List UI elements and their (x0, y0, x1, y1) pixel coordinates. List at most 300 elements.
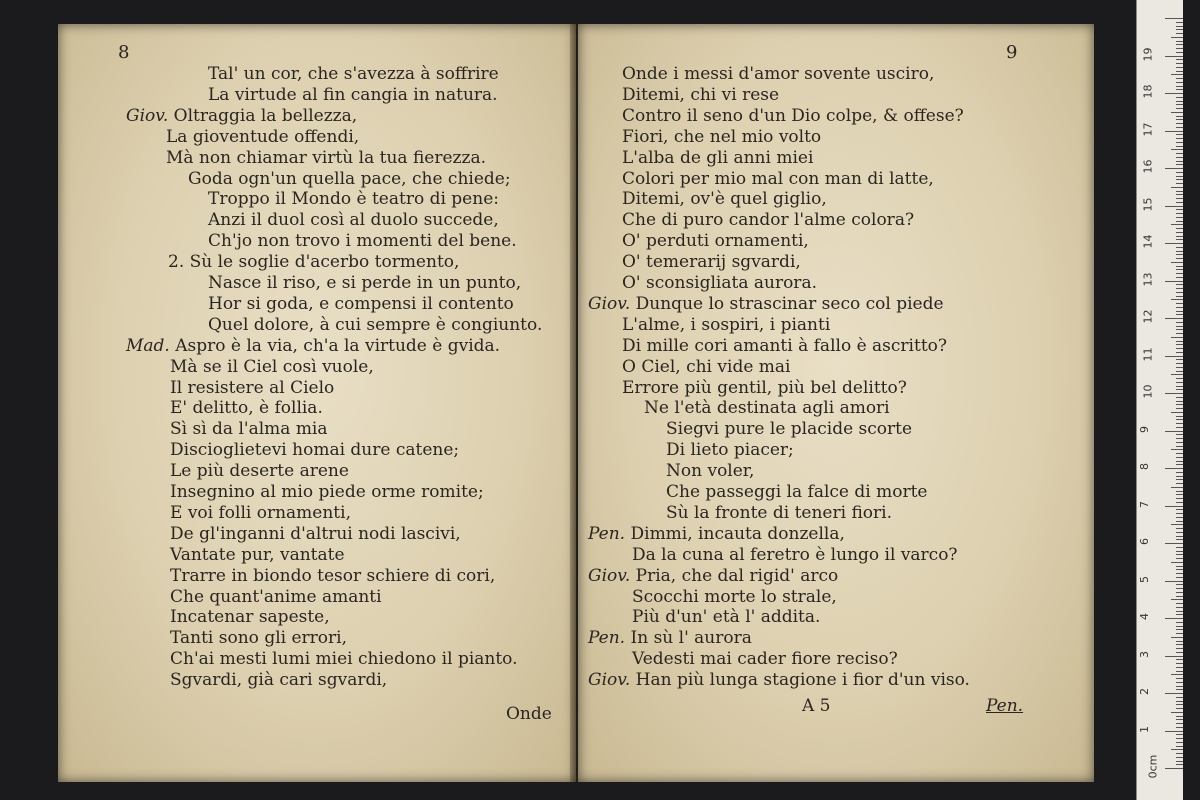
ruler-tick (1165, 93, 1183, 94)
text-line (170, 524, 461, 544)
ruler-tick (1176, 611, 1183, 612)
ruler-tick (1176, 326, 1183, 327)
ruler-tick (1171, 37, 1183, 38)
verse-text: Ch'ai mesti lumi miei chiedono il pianto. (170, 649, 518, 670)
ruler-tick (1165, 281, 1183, 282)
ruler-tick (1176, 314, 1183, 315)
verse-text: 2. Sù le soglie d'acerbo tormento, (168, 252, 460, 273)
text-line (666, 482, 927, 502)
ruler-tick (1176, 667, 1183, 668)
speaker-label: Mad. (126, 335, 176, 356)
ruler-tick (1176, 532, 1183, 533)
text-line (632, 545, 958, 565)
verse-text: Insegnino al mio piede orme romite; (170, 482, 484, 502)
verse-text: Non voler, (666, 461, 755, 482)
ruler-label: 3 (1138, 650, 1151, 658)
ruler-tick (1176, 228, 1183, 229)
ruler-tick (1176, 254, 1183, 255)
text-line (622, 231, 809, 251)
text-line (622, 189, 827, 209)
ruler-tick (1171, 374, 1183, 375)
verse-text: In sù l' aurora (630, 628, 752, 649)
ruler-tick (1176, 44, 1183, 45)
ruler-tick (1176, 517, 1183, 518)
ruler-tick (1176, 401, 1183, 402)
ruler-tick (1165, 131, 1183, 132)
verse-text: Quel dolore, à cui sempre è congiunto. (208, 314, 543, 335)
verse-text: Errore più gentil, più bel delitto? (622, 377, 907, 398)
ruler-label: 10 (1141, 384, 1155, 399)
ruler-tick (1176, 202, 1183, 203)
ruler-tick (1176, 134, 1183, 135)
ruler-tick (1165, 18, 1183, 19)
ruler-tick (1176, 236, 1183, 237)
ruler-tick (1176, 176, 1183, 177)
text-line (622, 148, 813, 168)
ruler-tick (1165, 693, 1183, 694)
ruler-tick (1176, 614, 1183, 615)
text-line (632, 607, 820, 627)
left-page-number: 8 (118, 42, 130, 63)
verse-text: E' delitto, è follia. (170, 398, 323, 419)
ruler-tick (1176, 434, 1183, 435)
ruler-label: 0cm (1146, 754, 1160, 779)
ruler-tick (1176, 404, 1183, 405)
verse-text: Da la cuna al feretro è lungo il varco? (632, 544, 958, 565)
ruler-tick (1176, 82, 1183, 83)
ruler-tick (1176, 194, 1183, 195)
text-line (588, 628, 752, 648)
ruler-tick (1176, 344, 1183, 345)
text-line (622, 273, 817, 293)
ruler-tick (1176, 521, 1183, 522)
ruler-tick (1176, 164, 1183, 165)
ruler-tick (1165, 581, 1183, 582)
ruler-tick (1176, 753, 1183, 754)
ruler-tick (1176, 232, 1183, 233)
ruler-tick (1176, 322, 1183, 323)
ruler-tick (1176, 539, 1183, 540)
ruler-tick (1165, 543, 1183, 544)
ruler-tick (1176, 464, 1183, 465)
text-line (622, 127, 821, 147)
left-page (58, 24, 576, 782)
ruler-tick (1176, 266, 1183, 267)
ruler-tick (1171, 337, 1183, 338)
ruler-tick (1176, 419, 1183, 420)
ruler-tick (1171, 674, 1183, 675)
verse-text: La virtude al fin cangia in natura. (208, 84, 498, 105)
ruler-tick (1176, 213, 1183, 214)
text-line (170, 398, 323, 418)
signature-mark: A 5 (802, 696, 831, 716)
speaker-label: Pen. (588, 523, 631, 544)
ruler-tick (1176, 352, 1183, 353)
ruler-tick (1176, 161, 1183, 162)
text-line (170, 670, 387, 690)
ruler-tick (1176, 644, 1183, 645)
text-line (208, 189, 499, 209)
ruler-tick (1176, 367, 1183, 368)
ruler-tick (1176, 641, 1183, 642)
text-line (622, 106, 964, 126)
text-line (622, 64, 934, 84)
verse-text: Ch'jo non trovo i momenti del bene. (208, 231, 517, 252)
ruler-tick (1176, 157, 1183, 158)
text-line (208, 294, 514, 314)
verse-text: Vantate pur, vantate (170, 544, 345, 565)
text-line (666, 419, 912, 439)
ruler-tick (1176, 663, 1183, 664)
right-page (578, 24, 1094, 782)
text-line (170, 587, 382, 607)
ruler-tick (1176, 551, 1183, 552)
ruler-tick (1176, 577, 1183, 578)
text-line (208, 273, 521, 293)
text-line (170, 378, 334, 398)
text-line (170, 607, 330, 627)
verse-text: Dimmi, incauta donzella, (630, 523, 845, 544)
verse-text: Nasce il riso, e si perde in un punto, (208, 273, 522, 293)
ruler-tick (1176, 472, 1183, 473)
text-line (632, 587, 837, 607)
ruler-label: 17 (1141, 122, 1155, 136)
ruler-tick (1176, 701, 1183, 702)
ruler-tick (1176, 138, 1183, 139)
verse-text: Più d'un' età l' addita. (632, 607, 821, 628)
text-line (666, 461, 754, 481)
text-line (588, 524, 845, 544)
ruler-tick (1176, 629, 1183, 630)
speaker-label: Giov. (588, 293, 636, 314)
ruler-tick (1165, 356, 1183, 357)
ruler-tick (1176, 258, 1183, 259)
text-line (170, 357, 374, 377)
verse-text: Fiori, che nel mio volto (622, 126, 822, 147)
ruler-tick (1165, 468, 1183, 469)
ruler-tick (1176, 761, 1183, 762)
ruler-tick (1176, 513, 1183, 514)
verse-text: Pria, che dal rigid' arco (635, 565, 839, 586)
left-catchword: Onde (506, 704, 552, 724)
ruler-tick (1176, 247, 1183, 248)
ruler-tick (1176, 446, 1183, 447)
verse-text: Che quant'anime amanti (170, 586, 382, 607)
verse-text: Incatenar sapeste, (170, 607, 330, 628)
ruler-tick (1176, 269, 1183, 270)
text-line (588, 566, 838, 586)
ruler-tick (1176, 172, 1183, 173)
ruler-tick (1176, 596, 1183, 597)
verse-text: Troppo il Mondo è teatro di pene: (208, 189, 499, 210)
ruler-tick (1176, 277, 1183, 278)
verse-text: Di mille cori amanti à fallo è ascritto? (622, 335, 948, 356)
text-line (170, 461, 349, 481)
ruler-tick (1176, 442, 1183, 443)
ruler-tick (1176, 719, 1183, 720)
right-page-number: 9 (1006, 42, 1018, 63)
verse-text: O' temerarij sgvardi, (622, 252, 801, 273)
text-line (622, 315, 830, 335)
ruler-tick (1176, 303, 1183, 304)
verse-text: Trarre in biondo tesor schiere di cori, (170, 565, 496, 586)
ruler-tick (1176, 536, 1183, 537)
verse-text: De gl'inganni d'altrui nodi lascivi, (170, 523, 461, 544)
verse-text: Onde i messi d'amor sovente usciro, (622, 64, 935, 84)
ruler-tick (1176, 288, 1183, 289)
ruler-tick (1176, 142, 1183, 143)
ruler-tick (1176, 483, 1183, 484)
ruler-tick (1165, 656, 1183, 657)
text-line (170, 566, 495, 586)
ruler-tick (1176, 97, 1183, 98)
ruler-tick (1176, 558, 1183, 559)
text-line (166, 127, 359, 147)
ruler-tick (1176, 704, 1183, 705)
ruler-label: 16 (1141, 159, 1155, 174)
ruler-tick (1171, 149, 1183, 150)
ruler-tick (1176, 296, 1183, 297)
ruler-tick (1176, 626, 1183, 627)
verse-text: Tanti sono gli errori, (170, 628, 347, 649)
ruler-tick (1176, 89, 1183, 90)
ruler-tick (1176, 427, 1183, 428)
ruler-tick (1176, 116, 1183, 117)
verse-text: Che passeggi la falce di morte (666, 482, 928, 502)
text-line (168, 252, 459, 272)
ruler-tick (1176, 119, 1183, 120)
ruler-tick (1176, 671, 1183, 672)
ruler-tick (1171, 74, 1183, 75)
text-line (208, 315, 542, 335)
ruler-tick (1176, 239, 1183, 240)
ruler-tick (1176, 183, 1183, 184)
ruler-tick (1176, 498, 1183, 499)
ruler-tick (1176, 659, 1183, 660)
ruler-tick (1176, 371, 1183, 372)
verse-text: Ditemi, ov'è quel giglio, (622, 189, 827, 210)
ruler-tick (1176, 71, 1183, 72)
ruler-tick (1176, 438, 1183, 439)
text-line (126, 336, 500, 356)
text-line (170, 545, 345, 565)
ruler-tick (1176, 502, 1183, 503)
verse-text: Sù la fronte di teneri fiori. (666, 502, 893, 523)
ruler-tick (1176, 607, 1183, 608)
ruler-tick (1176, 63, 1183, 64)
text-line (188, 169, 511, 189)
text-line (170, 419, 328, 439)
text-line (170, 649, 518, 669)
verse-text: Mà se il Ciel così vuole, (170, 356, 374, 377)
ruler-tick (1176, 123, 1183, 124)
ruler-tick (1176, 648, 1183, 649)
ruler-tick (1176, 573, 1183, 574)
ruler-tick (1176, 389, 1183, 390)
ruler-tick (1176, 217, 1183, 218)
ruler-tick (1176, 457, 1183, 458)
ruler-tick (1176, 622, 1183, 623)
verse-text: Ditemi, chi vi rese (622, 84, 780, 105)
ruler-tick (1176, 146, 1183, 147)
verse-text: Tal' un cor, che s'avezza à soffrire (208, 64, 499, 84)
ruler-tick (1176, 329, 1183, 330)
ruler-tick (1171, 712, 1183, 713)
ruler-tick (1176, 127, 1183, 128)
text-line (588, 294, 944, 314)
measurement-ruler (1136, 0, 1183, 800)
ruler-tick (1176, 682, 1183, 683)
text-line (622, 252, 801, 272)
ruler-tick (1165, 318, 1183, 319)
right-catchword: Pen. (986, 696, 1024, 716)
ruler-tick (1176, 341, 1183, 342)
ruler-tick (1176, 348, 1183, 349)
verse-text: Dunque lo strascinar seco col piede (635, 293, 944, 314)
verse-text: Ne l'età destinata agli amori (644, 398, 890, 419)
ruler-tick (1176, 588, 1183, 589)
ruler-tick (1176, 686, 1183, 687)
ruler-tick (1176, 284, 1183, 285)
verse-text: L'alba de gli anni miei (622, 147, 814, 168)
text-line (622, 85, 779, 105)
ruler-label: 7 (1138, 500, 1151, 508)
text-line (632, 649, 898, 669)
ruler-tick (1176, 397, 1183, 398)
verse-text: Scocchi morte lo strale, (632, 586, 837, 607)
verse-text: Contro il seno d'un Dio colpe, & offese? (622, 105, 964, 126)
ruler-label: 13 (1141, 272, 1155, 286)
ruler-label: 1 (1138, 725, 1151, 733)
ruler-tick (1171, 412, 1183, 413)
ruler-label: 4 (1138, 613, 1151, 620)
text-line (208, 210, 499, 230)
text-line (666, 440, 794, 460)
ruler-tick (1176, 528, 1183, 529)
ruler-label: 14 (1141, 234, 1155, 249)
ruler-label: 12 (1141, 309, 1155, 324)
text-line (622, 336, 947, 356)
ruler-tick (1176, 363, 1183, 364)
ruler-tick (1165, 618, 1183, 619)
ruler-tick (1165, 506, 1183, 507)
ruler-tick (1176, 764, 1183, 765)
ruler-tick (1176, 727, 1183, 728)
ruler-tick (1171, 637, 1183, 638)
ruler-label: 19 (1141, 47, 1155, 61)
ruler-tick (1176, 101, 1183, 102)
verse-text: O' perduti ornamenti, (622, 231, 809, 252)
ruler-tick (1176, 476, 1183, 477)
ruler-tick (1165, 168, 1183, 169)
text-line (126, 106, 357, 126)
ruler-tick (1176, 382, 1183, 383)
verse-text: Sgvardi, già cari sgvardi, (170, 670, 388, 691)
verse-text: Le più deserte arene (170, 461, 349, 482)
ruler-tick (1171, 487, 1183, 488)
text-line (170, 503, 351, 523)
text-line (622, 210, 914, 230)
ruler-tick (1165, 731, 1183, 732)
ruler-label: 9 (1138, 425, 1151, 433)
ruler-tick (1176, 423, 1183, 424)
text-line (170, 440, 459, 460)
ruler-tick (1176, 453, 1183, 454)
text-line (666, 503, 892, 523)
ruler-label: 6 (1138, 538, 1151, 545)
ruler-tick (1176, 52, 1183, 53)
verse-text: Il resistere al Cielo (170, 377, 335, 398)
ruler-tick (1176, 678, 1183, 679)
verse-text: Sì sì da l'alma mia (170, 419, 328, 440)
ruler-tick (1176, 311, 1183, 312)
verse-text: Hor si goda, e compensi il contento (208, 293, 514, 314)
ruler-tick (1165, 393, 1183, 394)
verse-text: E voi folli ornamenti, (170, 502, 351, 523)
verse-text: Di lieto piacer; (666, 440, 794, 461)
ruler-tick (1176, 408, 1183, 409)
ruler-tick (1176, 307, 1183, 308)
verse-text: Mà non chiamar virtù la tua fierezza. (166, 147, 486, 168)
ruler-label: 2 (1138, 688, 1151, 695)
speaker-label: Giov. (588, 670, 636, 691)
ruler-tick (1176, 67, 1183, 68)
text-line (170, 628, 347, 648)
ruler-tick (1171, 187, 1183, 188)
ruler-tick (1176, 78, 1183, 79)
ruler-label: 8 (1138, 463, 1151, 470)
ruler-tick (1171, 112, 1183, 113)
ruler-tick (1176, 584, 1183, 585)
verse-text: Vedesti mai cader fiore reciso? (632, 649, 898, 670)
ruler-tick (1176, 41, 1183, 42)
verse-text: L'alme, i sospiri, i pianti (622, 314, 831, 335)
ruler-tick (1176, 689, 1183, 690)
ruler-tick (1176, 378, 1183, 379)
text-line (170, 482, 484, 502)
ruler-tick (1176, 569, 1183, 570)
ruler-tick (1171, 562, 1183, 563)
verse-text: Aspro è la via, ch'a la virtude è gvida. (175, 335, 501, 356)
text-line (208, 64, 499, 84)
ruler-tick (1176, 547, 1183, 548)
ruler-tick (1176, 509, 1183, 510)
ruler-tick (1165, 243, 1183, 244)
ruler-tick (1176, 104, 1183, 105)
ruler-tick (1176, 108, 1183, 109)
ruler-tick (1176, 592, 1183, 593)
ruler-tick (1176, 59, 1183, 60)
verse-text: Anzi il duol così al duolo succede, (208, 210, 499, 231)
ruler-tick (1176, 179, 1183, 180)
ruler-tick (1171, 449, 1183, 450)
text-line (622, 357, 790, 377)
text-line (208, 231, 517, 251)
verse-text: Che di puro candor l'alme colora? (622, 210, 915, 231)
ruler-tick (1176, 742, 1183, 743)
ruler-tick (1176, 333, 1183, 334)
ruler-tick (1171, 262, 1183, 263)
ruler-tick (1176, 29, 1183, 30)
ruler-tick (1176, 566, 1183, 567)
ruler-tick (1176, 386, 1183, 387)
speaker-label: Giov. (126, 105, 174, 126)
ruler-tick (1176, 738, 1183, 739)
text-line (622, 169, 934, 189)
ruler-tick (1176, 221, 1183, 222)
ruler-tick (1176, 734, 1183, 735)
ruler-tick (1176, 359, 1183, 360)
